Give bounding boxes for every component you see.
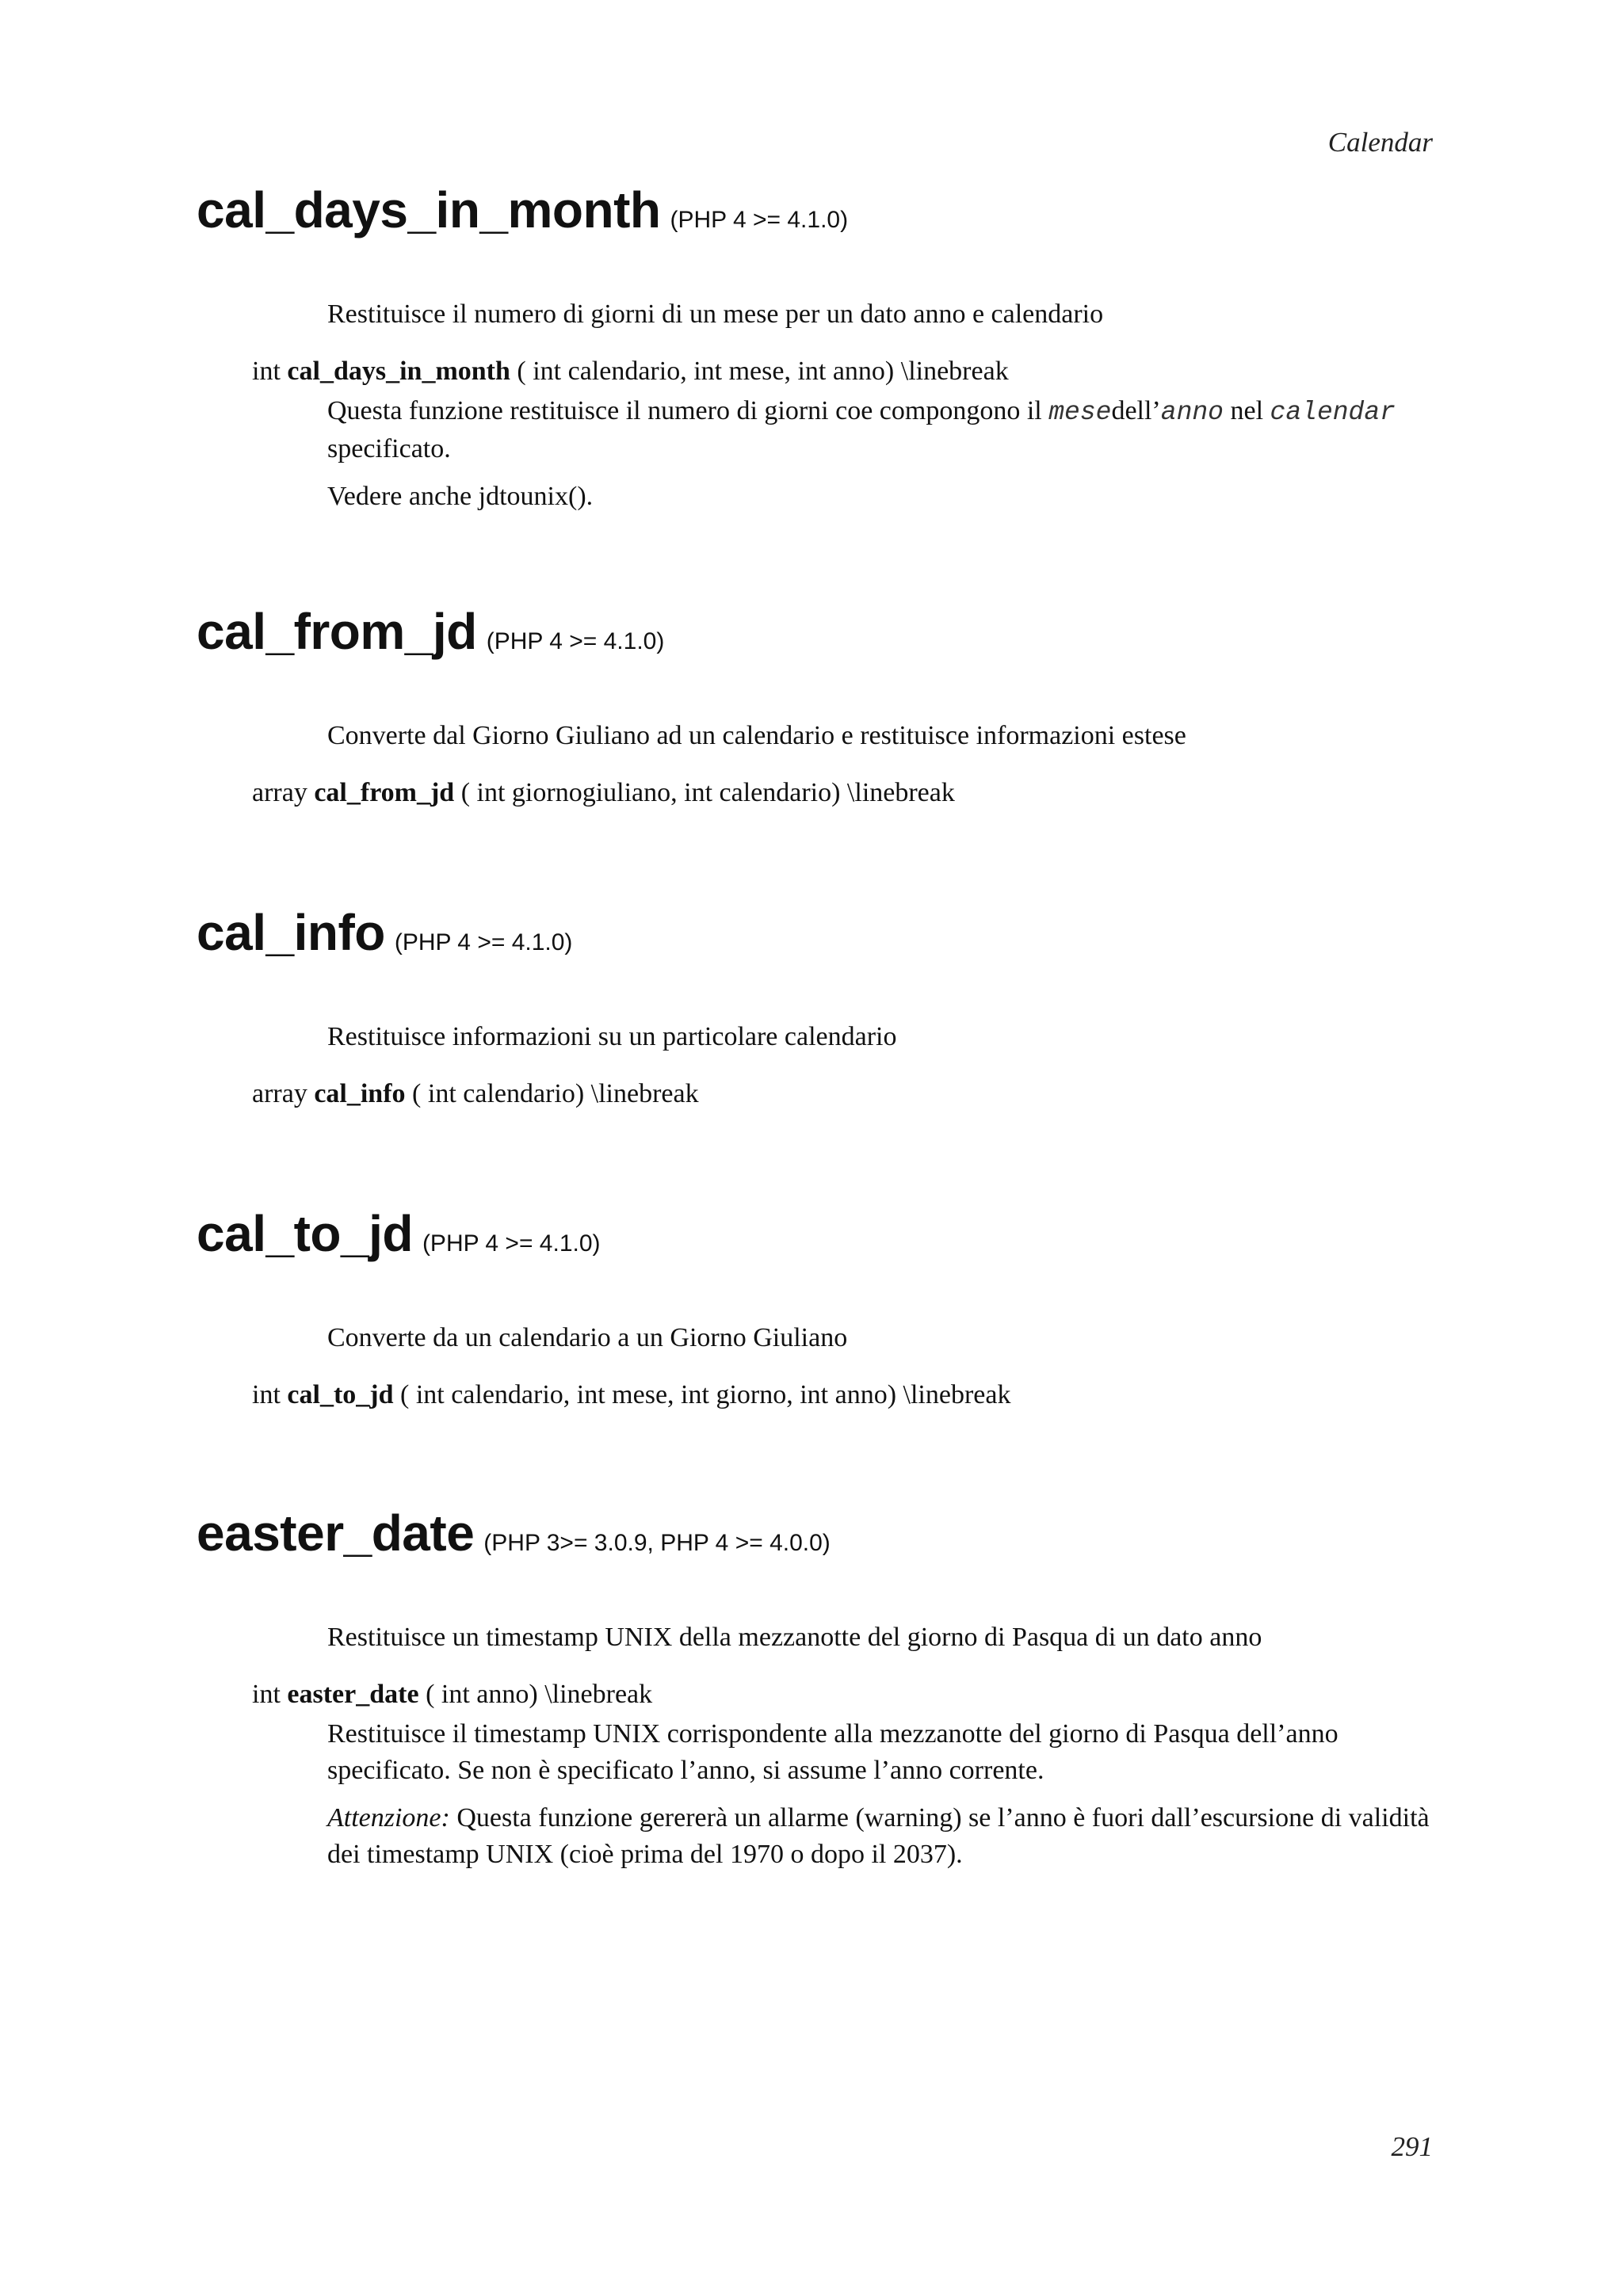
entry-heading <box>197 903 1433 962</box>
function-name: easter_date <box>197 1505 475 1562</box>
synopsis-function-name: cal_from_jd <box>314 778 455 807</box>
return-type: int <box>252 1680 281 1709</box>
description-paragraph <box>327 393 1433 467</box>
function-purpose: Converte da un calendario a un Giorno Giuliano <box>327 1323 848 1352</box>
function-purpose: Restituisce informazioni su un particolare calendario <box>327 1022 897 1051</box>
parameter-calendar: calendar <box>1270 398 1396 427</box>
synopsis-function-name: easter_date <box>287 1680 419 1709</box>
return-type: array <box>252 778 307 807</box>
see-also: Vedere anche jdtounix(). <box>327 482 594 511</box>
function-synopsis <box>252 775 1433 811</box>
function-purpose: Restituisce un timestamp UNIX della mezzanotte del giorno di Pasqua di un dato anno <box>327 1623 1262 1652</box>
synopsis-arguments: ( int calendario, int mese, int giorno, int anno) \linebreak <box>400 1380 1011 1409</box>
synopsis-function-name: cal_to_jd <box>287 1380 394 1409</box>
entry-easter-date <box>197 1504 1433 1873</box>
description-text: nel <box>1230 396 1264 425</box>
return-type: array <box>252 1079 307 1108</box>
description-text: dell’ <box>1111 396 1161 425</box>
function-name: cal_to_jd <box>197 1205 413 1262</box>
parameter-anno: anno <box>1160 398 1224 427</box>
running-header: Calendar <box>1327 127 1433 158</box>
synopsis-arguments: ( int calendario, int mese, int anno) \linebreak <box>517 357 1009 386</box>
parameter-mese: mese <box>1048 398 1112 427</box>
function-name: cal_days_in_month <box>197 181 661 238</box>
version-info: (PHP 4 >= 4.1.0) <box>670 207 849 233</box>
synopsis-function-name: cal_days_in_month <box>287 357 510 386</box>
page-number: 291 <box>1391 2131 1433 2162</box>
entry-cal-to-jd <box>197 1204 1433 1413</box>
return-type: int <box>252 357 281 386</box>
function-name: cal_info <box>197 904 385 961</box>
entry-cal-info <box>197 903 1433 1112</box>
function-name: cal_from_jd <box>197 603 477 660</box>
synopsis-function-name: cal_info <box>314 1079 406 1108</box>
warning-text: Questa funzione gerererà un allarme (warning) se l’anno è fuori dall’escursione di validità dei timestamp UNIX (cioè prima del 1970 o dopo il 2037). <box>327 1803 1430 1869</box>
version-info: (PHP 4 >= 4.1.0) <box>394 929 573 955</box>
synopsis-arguments: ( int anno) \linebreak <box>426 1680 653 1709</box>
entry-heading <box>197 1504 1433 1562</box>
entry-heading <box>197 1204 1433 1263</box>
entry-heading <box>197 181 1433 239</box>
function-purpose: Converte dal Giorno Giuliano ad un calendario e restituisce informazioni estese <box>327 721 1186 750</box>
version-info: (PHP 3>= 3.0.9, PHP 4 >= 4.0.0) <box>483 1530 831 1556</box>
function-synopsis <box>252 1676 1433 1713</box>
function-synopsis <box>252 1076 1433 1112</box>
version-info: (PHP 4 >= 4.1.0) <box>486 628 665 654</box>
entry-cal-days-in-month <box>197 181 1433 515</box>
description-text: specificato. <box>327 434 451 463</box>
entry-cal-from-jd <box>197 602 1433 811</box>
description-text: Questa funzione restituisce il numero di giorni coe compongono il <box>327 396 1042 425</box>
synopsis-arguments: ( int giornogiuliano, int calendario) \linebreak <box>460 778 955 807</box>
function-synopsis <box>252 353 1433 390</box>
entry-heading <box>197 602 1433 661</box>
warning-label: Attenzione: <box>327 1803 450 1833</box>
function-synopsis <box>252 1377 1433 1413</box>
version-info: (PHP 4 >= 4.1.0) <box>422 1230 601 1257</box>
synopsis-arguments: ( int calendario) \linebreak <box>412 1079 699 1108</box>
function-purpose: Restituisce il numero di giorni di un mese per un dato anno e calendario <box>327 299 1104 329</box>
return-type: int <box>252 1380 281 1409</box>
description-paragraph: Restituisce il timestamp UNIX corrispondente alla mezzanotte del giorno di Pasqua dell’anno specificato. Se non è specificato l’anno, si assume l’anno corrente. <box>327 1719 1338 1785</box>
warning-note <box>327 1800 1433 1873</box>
